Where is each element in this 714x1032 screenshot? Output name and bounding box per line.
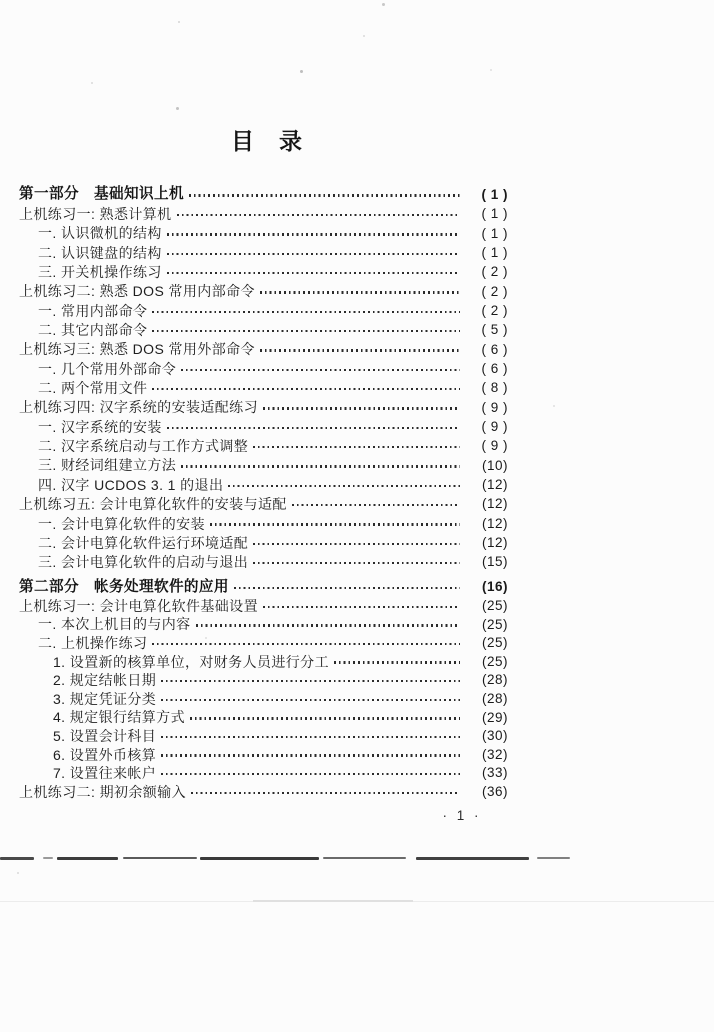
toc-row [19, 456, 508, 475]
toc-item-label: 3. 规定凭证分类 [53, 690, 157, 707]
toc-row [19, 634, 508, 653]
dot-leader [161, 773, 460, 775]
toc-row [19, 398, 508, 417]
dot-leader [152, 388, 460, 390]
scan-artifact-line-segment [43, 857, 53, 859]
toc-row [19, 185, 508, 204]
toc-item-label: 一. 认识微机的结构 [38, 225, 162, 242]
toc-item-label: 三. 开关机操作练习 [38, 264, 162, 281]
toc-item-label: 上机练习二: 熟悉 DOS 常用内部命令 [19, 283, 255, 300]
dot-leader [152, 311, 460, 313]
page-number: (33) [481, 765, 508, 781]
toc-item-label: 二. 其它内部命令 [38, 322, 148, 339]
toc-row [19, 708, 508, 727]
toc-item-label: 二. 会计电算化软件运行环境适配 [38, 534, 249, 551]
dot-leader [177, 214, 460, 216]
toc-row [19, 417, 508, 436]
page-number: ( 9 ) [481, 399, 508, 415]
dot-leader [191, 792, 460, 794]
scan-noise-speck [553, 405, 555, 407]
toc-item-label: 一. 汉字系统的安装 [38, 418, 162, 435]
toc-item-label: 第二部分 帐务处理软件的应用 [19, 578, 229, 595]
dot-leader [189, 194, 460, 196]
toc-row [19, 652, 508, 671]
toc-row [19, 764, 508, 783]
page-number: ( 1 ) [481, 206, 508, 222]
scan-artifact-line-segment [323, 857, 406, 859]
toc-item-label: 三. 会计电算化软件的启动与退出 [38, 554, 249, 571]
toc-row [19, 475, 508, 494]
dot-leader [210, 523, 460, 525]
footer-page-number: · 1 · [442, 808, 482, 823]
dot-leader [196, 624, 460, 626]
toc-item-label: 三. 财经词组建立方法 [38, 457, 177, 474]
scan-artifact-line-segment [537, 857, 570, 859]
page-number: ( 8 ) [481, 380, 508, 396]
toc-row [19, 745, 508, 764]
scan-artifact-line-segment [123, 857, 197, 859]
toc-item-label: 一. 本次上机目的与内容 [38, 616, 191, 633]
page-number: (30) [481, 728, 508, 744]
toc-row [19, 533, 508, 552]
scan-artifact-line-segment [416, 857, 529, 860]
dot-leader [253, 562, 460, 564]
dot-leader [161, 680, 460, 682]
toc-row [19, 671, 508, 690]
page-number: (25) [481, 653, 508, 669]
toc-row [19, 378, 508, 397]
toc-item-label: 7. 设置往来帐户 [53, 765, 157, 782]
page-number: (32) [481, 746, 508, 762]
scan-artifact-faint-line-dark-segment [253, 900, 413, 902]
dot-leader [167, 272, 460, 274]
page-number: (28) [481, 690, 508, 706]
page-number: ( 6 ) [481, 341, 508, 357]
toc-item-label: 上机练习三: 熟悉 DOS 常用外部命令 [19, 341, 255, 358]
dot-leader [260, 349, 460, 351]
toc-item-label: 1. 设置新的核算单位，对财务人员进行分工 [53, 653, 329, 670]
scan-noise-speck [382, 3, 385, 6]
toc-section-part-1 [19, 185, 508, 572]
scan-noise-speck [363, 35, 365, 37]
page-number: ( 6 ) [481, 361, 508, 377]
dot-leader [167, 233, 460, 235]
page-number: ( 1 ) [481, 225, 508, 241]
toc-row [19, 224, 508, 243]
page-number: (25) [481, 635, 508, 651]
dot-leader [167, 427, 460, 429]
dot-leader [181, 465, 460, 467]
scan-noise-speck [300, 70, 303, 73]
toc-item-label: 上机练习四: 汉字系统的安装适配练习 [19, 399, 258, 416]
page-number: (12) [481, 496, 508, 512]
toc-item-label: 5. 设置会计科目 [53, 727, 157, 744]
toc-item-label: 4. 规定银行结算方式 [53, 709, 185, 726]
toc-item-label: 二. 认识键盘的结构 [38, 244, 162, 261]
scan-noise-speck [205, 637, 207, 639]
toc-row [19, 204, 508, 223]
page-number: (25) [481, 616, 508, 632]
page-number: (29) [481, 709, 508, 725]
toc-item-label: 二. 两个常用文件 [38, 380, 148, 397]
toc-item-label: 上机练习二: 期初余额输入 [19, 783, 186, 800]
dot-leader [253, 446, 460, 448]
dot-leader [161, 736, 460, 738]
page-number: (10) [481, 457, 508, 473]
scan-artifact-line-segment [0, 857, 34, 860]
toc-section-part-2 [19, 578, 508, 801]
page-number: ( 9 ) [481, 419, 508, 435]
scan-artifact-line-segment [200, 857, 319, 860]
dot-leader [190, 717, 460, 719]
page-number: (28) [481, 672, 508, 688]
toc-item-label: 二. 汉字系统启动与工作方式调整 [38, 438, 249, 455]
toc-item-label: 上机练习五: 会计电算化软件的安装与适配 [19, 496, 287, 513]
dot-leader [167, 253, 460, 255]
page-number: ( 9 ) [481, 438, 508, 454]
toc-row [19, 301, 508, 320]
page-number: (12) [481, 477, 508, 493]
toc-row [19, 359, 508, 378]
toc-row [19, 689, 508, 708]
scan-artifact-line-segment [57, 857, 118, 860]
dot-leader [253, 543, 460, 545]
toc-row [19, 436, 508, 455]
page-title: 目录 [231, 128, 327, 154]
toc [19, 185, 508, 801]
toc-row [19, 282, 508, 301]
toc-row [19, 596, 508, 615]
scan-noise-speck [178, 21, 180, 23]
scan-noise-speck [176, 107, 179, 110]
page-number: ( 2 ) [481, 302, 508, 318]
toc-row [19, 615, 508, 634]
toc-item-label: 一. 几个常用外部命令 [38, 360, 177, 377]
toc-row [19, 262, 508, 281]
toc-item-label: 2. 规定结帐日期 [53, 672, 157, 689]
page-number: (16) [481, 579, 508, 595]
dot-leader [263, 606, 460, 608]
toc-item-label: 上机练习一: 会计电算化软件基础设置 [19, 597, 258, 614]
toc-row [19, 340, 508, 359]
toc-row [19, 553, 508, 572]
scan-noise-speck [17, 872, 19, 874]
toc-item-label: 四. 汉字 UCDOS 3. 1 的退出 [38, 476, 224, 493]
toc-item-label: 二. 上机操作练习 [38, 634, 148, 651]
page-number: ( 1 ) [481, 186, 508, 202]
dot-leader [181, 369, 460, 371]
page-number: ( 5 ) [481, 322, 508, 338]
dot-leader [152, 643, 460, 645]
dot-leader [234, 587, 460, 589]
dot-leader [152, 330, 460, 332]
dot-leader [161, 754, 460, 756]
toc-row [19, 320, 508, 339]
toc-row [19, 782, 508, 801]
toc-row [19, 514, 508, 533]
dot-leader [263, 407, 460, 409]
dot-leader [260, 291, 460, 293]
page-number: (12) [481, 535, 508, 551]
scan-noise-speck [91, 82, 93, 84]
toc-row [19, 495, 508, 514]
page-number: (15) [481, 554, 508, 570]
toc-item-label: 第一部分 基础知识上机 [19, 186, 184, 203]
dot-leader [334, 661, 460, 663]
toc-row [19, 243, 508, 262]
toc-row [19, 578, 508, 597]
page-number: ( 1 ) [481, 244, 508, 260]
page-number: ( 2 ) [481, 283, 508, 299]
dot-leader [292, 504, 460, 506]
dot-leader [228, 485, 460, 487]
dot-leader [161, 699, 460, 701]
toc-item-label: 6. 设置外币核算 [53, 746, 157, 763]
scan-noise-speck [490, 69, 492, 71]
page-number: ( 2 ) [481, 264, 508, 280]
toc-row [19, 727, 508, 746]
toc-item-label: 上机练习一: 熟悉计算机 [19, 206, 172, 223]
page-number: (25) [481, 598, 508, 614]
toc-item-label: 一. 会计电算化软件的安装 [38, 515, 205, 532]
page-number: (36) [481, 783, 508, 799]
page-number: (12) [481, 515, 508, 531]
toc-item-label: 一. 常用内部命令 [38, 302, 148, 319]
